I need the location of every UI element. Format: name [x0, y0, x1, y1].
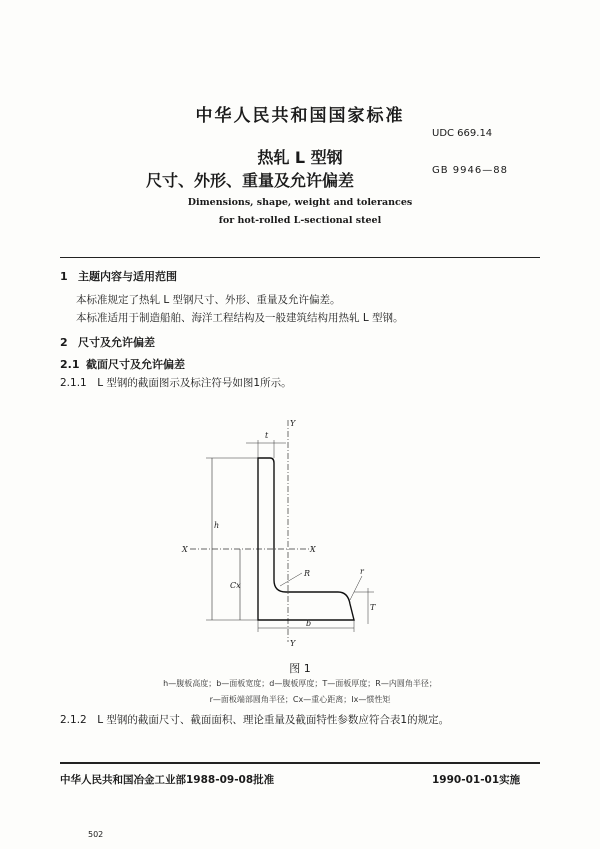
label-b: b: [306, 619, 312, 628]
english-title-line1: Dimensions, shape, weight and tolerances: [187, 197, 413, 208]
section-2-heading: [60, 334, 155, 350]
section-2-number: 2: [60, 336, 68, 349]
section-1-paragraph-1: 本标准规定了热轧 L 型钢尺寸、外形、重量及允许偏差。: [76, 294, 341, 306]
figure-caption-line2: r—面板端部圆角半径；Cx—重心距离；Ix—惯性矩: [209, 695, 391, 704]
footer-rule: [60, 762, 540, 764]
label-x-right: X: [310, 545, 316, 554]
label-y-bottom: Y: [290, 639, 296, 648]
english-title-line2: for hot-rolled L-sectional steel: [218, 215, 382, 226]
label-t: t: [265, 431, 269, 440]
section-2-title: 尺寸及允许偏差: [78, 336, 155, 349]
label-cx: Cx: [230, 581, 241, 590]
section-2-1-number: 2.1: [60, 358, 80, 371]
l-profile-outline: [258, 458, 354, 620]
section-1-number: 1: [60, 270, 68, 283]
document-title-line1: 热轧 L 型钢: [257, 148, 343, 167]
header-rule: [60, 257, 540, 258]
label-r: r: [360, 567, 364, 576]
document-title-line2: 尺寸、外形、重量及允许偏差: [145, 171, 354, 190]
udc-code: UDC 669.14: [432, 128, 493, 139]
label-R: R: [304, 569, 311, 578]
section-2-1-heading: [60, 356, 185, 372]
figure-label: 图 1: [289, 662, 311, 675]
section-1-title: 主题内容与适用范围: [78, 270, 177, 283]
label-y-top: Y: [290, 419, 296, 428]
section-1-heading: [60, 268, 177, 284]
section-2-1-title: 截面尺寸及允许偏差: [86, 358, 185, 371]
label-h: h: [214, 521, 220, 530]
figure-caption-line1: h—腹板高度；b—面板宽度；d—腹板厚度；T—面板厚度；R—内圆角半径；: [163, 679, 437, 688]
label-x-left: X: [182, 545, 188, 554]
page-number: 502: [88, 830, 104, 839]
footer-effective-date: 1990-01-01实施: [432, 774, 521, 786]
standard-title: 中华人民共和国国家标准: [195, 106, 405, 126]
section-1-paragraph-2: 本标准适用于制造船舶、海洋工程结构及一般建筑结构用热轧 L 型钢。: [76, 312, 404, 324]
footer-publisher: 中华人民共和国冶金工业部1988-09-08批准: [60, 774, 275, 786]
section-2-1-2-text: 2.1.2 L 型钢的截面尺寸、截面面积、理论重量及截面特性参数应符合表1的规定。: [60, 714, 450, 726]
gb-number: GB 9946—88: [432, 165, 508, 176]
section-2-1-1-text: 2.1.1 L 型钢的截面图示及标注符号如图1所示。: [60, 377, 292, 389]
l-section-figure: [170, 410, 400, 650]
R-leader-line: [280, 573, 302, 586]
label-T: T: [370, 603, 376, 612]
r-leader-line: [350, 576, 362, 600]
